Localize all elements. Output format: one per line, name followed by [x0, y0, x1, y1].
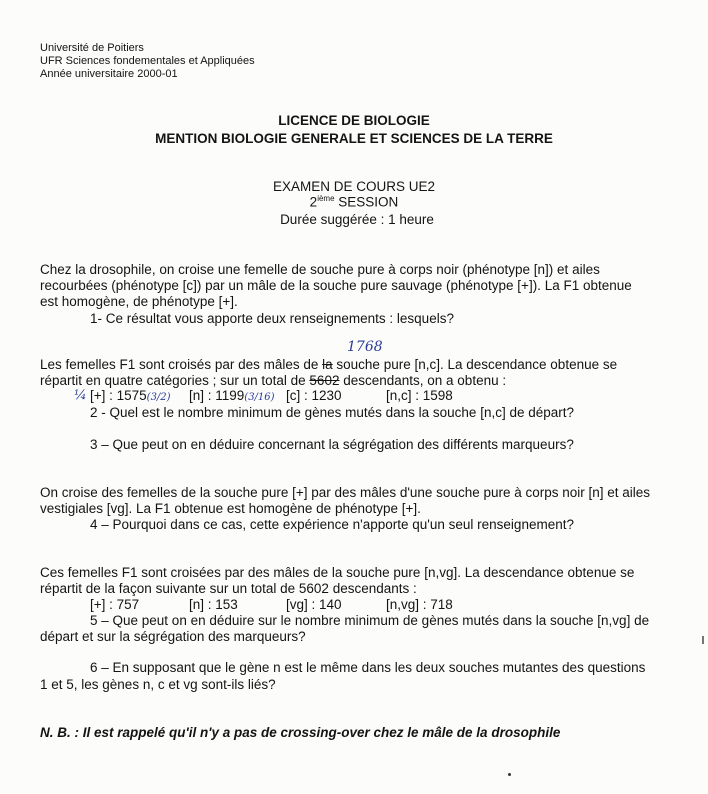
page-subtitle: MENTION BIOLOGIE GENERALE ET SCIENCES DE LA TERRE	[155, 131, 553, 146]
page-title: LICENCE DE BIOLOGIE	[278, 113, 430, 128]
cross2-line-1: On croise des femelles de la souche pure [+] par des mâles d'une souche pure à corps noir [n] et ailes	[40, 485, 651, 500]
faculty-name: UFR Sciences fondementales et Appliquées	[40, 55, 255, 67]
scan-edge-mark	[702, 636, 704, 644]
session-word: SESSION	[334, 194, 399, 210]
exam-duration: Durée suggérée : 1 heure	[280, 212, 434, 227]
intro-line-2: recourbées (phénotype [c]) par un mâle de la souche pure sauvage (phénotype [+]). La F1 obtenue	[40, 278, 632, 293]
session-number: 2	[309, 194, 318, 210]
note-bene: N. B. : Il est rappelé qu'il n'y a pas de crossing-over chez le mâle de la drosophile	[40, 725, 561, 740]
cross1-count-4: [n,c] : 1598	[386, 388, 453, 403]
cross1-struck-word: la	[322, 357, 333, 372]
exam-name: EXAMEN DE COURS UE2	[272, 179, 436, 194]
question-5-line-2: départ et sur la ségrégation des marqueurs?	[40, 629, 306, 644]
cross1-line-1	[40, 357, 617, 373]
question-2: 2 - Quel est le nombre minimum de gènes mutés dans la souche [n,c] de départ?	[90, 405, 575, 420]
cross3-count-4: [n,vg] : 718	[386, 597, 453, 612]
exam-session	[0, 194, 708, 210]
cross1-line-2-start: répartit en quatre catégories ; sur un total de	[40, 373, 310, 388]
cross1-count-3: [c] : 1230	[286, 388, 342, 403]
cross1-line-1-start: Les femelles F1 sont croisés par des mâles de	[40, 357, 323, 372]
cross1-line-2	[40, 373, 506, 389]
cross1-count-1	[90, 388, 171, 406]
cross3-count-1: [+] : 757	[90, 597, 140, 612]
session-superscript: ième	[317, 194, 335, 203]
cross2-line-2: vestigiales [vg]. La F1 obtenue est homogène de phénotype [+].	[40, 501, 421, 516]
scan-speck	[508, 773, 511, 776]
handwritten-ratio: (3/16)	[244, 392, 275, 403]
question-6-line-1: 6 – En supposant que le gène n est le même dans les deux souches mutantes des questions	[90, 660, 646, 675]
question-3: 3 – Que peut on en déduire concernant la ségrégation des différents marqueurs?	[90, 437, 574, 452]
intro-line-1: Chez la drosophile, on croise une femelle de souche pure à corps noir (phénotype [n]) et ailes	[40, 262, 600, 277]
cross3-line-2: répartit de la façon suivante sur un total de 5602 descendants :	[40, 581, 417, 596]
question-6-line-2: 1 et 5, les gènes n, c et vg sont-ils liés?	[40, 677, 276, 692]
cross1-count-2	[189, 388, 275, 406]
cross3-count-2: [n] : 153	[189, 597, 238, 612]
question-5-line-1: 5 – Que peut on en déduire sur le nombre minimum de gènes mutés dans la souche [n,vg] de	[90, 613, 650, 628]
question-4: 4 – Pourquoi dans ce cas, cette expérience n'apporte qu'un seul renseignement?	[90, 517, 574, 532]
question-1: 1- Ce résultat vous apporte deux renseignements : lesquels?	[90, 311, 454, 326]
handwritten-margin-note: ¼	[74, 388, 87, 403]
cross1-struck-total: 5602	[309, 373, 340, 388]
cross3-line-1: Ces femelles F1 sont croisées par des mâles de la souche pure [n,vg]. La descendance obtenue se	[40, 565, 635, 580]
university-name: Université de Poitiers	[40, 42, 144, 54]
cross1-line-1-end: souche pure [n,c]. La descendance obtenue se	[332, 357, 618, 372]
handwritten-total: 1768	[347, 339, 383, 355]
cross1-line-2-end: descendants, on a obtenu :	[339, 373, 507, 388]
intro-line-3: est homogène, de phénotype [+].	[40, 294, 238, 309]
count-label: [+] : 1575	[90, 388, 147, 403]
handwritten-ratio: (3/2)	[146, 392, 171, 403]
cross3-count-3: [vg] : 140	[286, 597, 342, 612]
count-label: [n] : 1199	[189, 388, 245, 403]
academic-year: Année universitaire 2000-01	[40, 68, 178, 80]
